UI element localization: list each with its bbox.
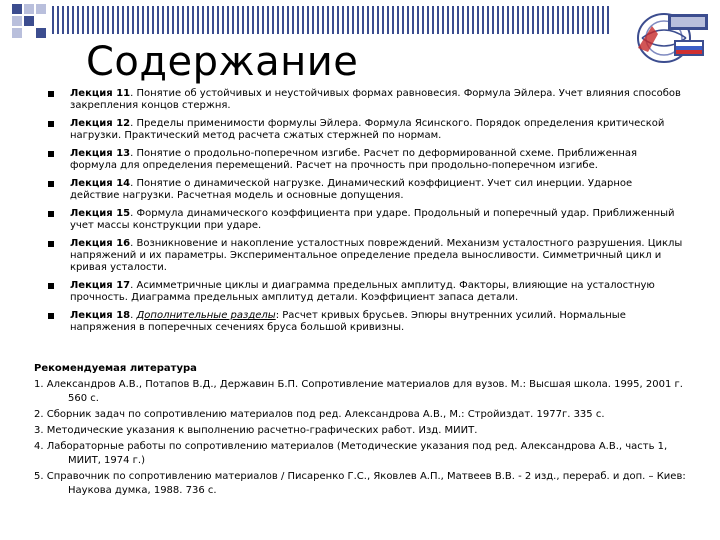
decor-square xyxy=(36,28,46,38)
decor-square xyxy=(12,28,22,38)
lecture-text: Понятие об устойчивых и неустойчивых формах равновесия. Формула Эйлера. Учет влияния способов закрепления концов стержня. xyxy=(70,88,681,111)
square-bullet-icon xyxy=(48,211,54,217)
reference-item xyxy=(34,378,698,406)
lecture-label: Лекция 18 xyxy=(70,310,131,321)
list-item xyxy=(44,118,684,142)
lecture-sep: . xyxy=(130,208,134,219)
lecture-sep: . xyxy=(130,178,134,189)
lecture-text: Пределы применимости формулы Эйлера. Формула Ясинского. Порядок определения критической нагрузки. Практический метод расчета сжатых стержней по нормам. xyxy=(70,118,665,141)
reference-number: 1. xyxy=(34,379,44,390)
list-item xyxy=(44,148,684,172)
lecture-list xyxy=(44,88,684,340)
reference-item xyxy=(34,408,698,422)
square-bullet-icon xyxy=(48,151,54,157)
lecture-text: Понятие о динамической нагрузке. Динамический коэффициент. Учет сил инерции. Ударное действие нагрузки. Расчетная модель и основные допущения. xyxy=(70,178,633,201)
lecture-label: Лекция 17 xyxy=(70,280,131,291)
lecture-text: : Расчет кривых брусьев. Эпюры внутренних усилий. Нормальные напряжения в поперечных сечениях бруса большой кривизны. xyxy=(70,310,626,333)
lecture-sep: . xyxy=(130,280,134,291)
reference-number: 3. xyxy=(34,425,44,436)
reference-item xyxy=(34,470,698,498)
lecture-text: Формула динамического коэффициента при ударе. Продольный и поперечный удар. Приближенный учет массы конструкции при ударе. xyxy=(70,208,675,231)
square-bullet-icon xyxy=(48,283,54,289)
university-logo-icon xyxy=(634,4,710,66)
references-section xyxy=(34,362,698,500)
decor-square xyxy=(12,16,22,26)
square-bullet-icon xyxy=(48,181,54,187)
lecture-label: Лекция 16 xyxy=(70,238,131,249)
lecture-sep: . xyxy=(130,88,134,99)
lecture-sep: . xyxy=(130,238,134,249)
header-stripe-bar xyxy=(52,6,612,34)
list-item xyxy=(44,310,684,334)
reference-number: 2. xyxy=(34,409,44,420)
lecture-label: Лекция 12 xyxy=(70,118,131,129)
lecture-label: Лекция 11 xyxy=(70,88,131,99)
reference-item xyxy=(34,440,698,468)
square-bullet-icon xyxy=(48,121,54,127)
decor-square xyxy=(24,16,34,26)
reference-text: Сборник задач по сопротивлению материалов под ред. Александрова А.В., М.: Стройиздат. 1977г. 335 с. xyxy=(46,409,605,420)
lecture-label: Лекция 14 xyxy=(70,178,131,189)
reference-text: Лабораторные работы по сопротивлению материалов (Методические указания под ред. Александрова А.В., часть 1, МИИТ, 1974 г.) xyxy=(46,441,668,466)
reference-number: 4. xyxy=(34,441,44,452)
reference-item xyxy=(34,424,698,438)
reference-text: Александров А.В., Потапов В.Д., Державин Б.П. Сопротивление материалов для вузов. М.: Высшая школа. 1995, 2001 г. 560 с. xyxy=(46,379,683,404)
list-item xyxy=(44,88,684,112)
lecture-text: Возникновение и накопление усталостных повреждений. Механизм усталостного разрушения. Циклы напряжений и их параметры. Экспериментальное определение предела выносливости. Симметричный цикл и кривая усталости. xyxy=(70,238,683,273)
list-item xyxy=(44,178,684,202)
decor-square xyxy=(36,4,46,14)
lecture-label: Лекция 15 xyxy=(70,208,131,219)
lecture-subtitle: Дополнительные разделы xyxy=(136,310,276,321)
lecture-sep: . xyxy=(130,148,134,159)
square-bullet-icon xyxy=(48,241,54,247)
references-title: Рекомендуемая литература xyxy=(34,363,197,374)
list-item xyxy=(44,238,684,274)
reference-text: Методические указания к выполнению расчетно-графических работ. Изд. МИИТ. xyxy=(46,425,478,436)
square-bullet-icon xyxy=(48,91,54,97)
reference-number: 5. xyxy=(34,471,44,482)
square-bullet-icon xyxy=(48,313,54,319)
page-title: Содержание xyxy=(86,39,359,85)
list-item xyxy=(44,280,684,304)
decor-square xyxy=(24,4,34,14)
decor-square xyxy=(12,4,22,14)
lecture-text: Асимметричные циклы и диаграмма предельных амплитуд. Факторы, влияющие на усталостную прочность. Диаграмма предельных амплитуд детали. Коэффициент запаса детали. xyxy=(70,280,655,303)
lecture-text: Понятие о продольно-поперечном изгибе. Расчет по деформированной схеме. Приближенная формула для определения перемещений. Расчет на прочность при продольно-поперечном изгибе. xyxy=(70,148,638,171)
reference-text: Справочник по сопротивлению материалов / Писаренко Г.С., Яковлев А.П., Матвеев В.В. - 2 изд., перераб. и доп. – Киев: Наукова думка, 1988. 736 с. xyxy=(46,471,686,496)
list-item xyxy=(44,208,684,232)
lecture-label: Лекция 13 xyxy=(70,148,131,159)
lecture-sep: . xyxy=(130,310,137,321)
lecture-sep: . xyxy=(130,118,134,129)
